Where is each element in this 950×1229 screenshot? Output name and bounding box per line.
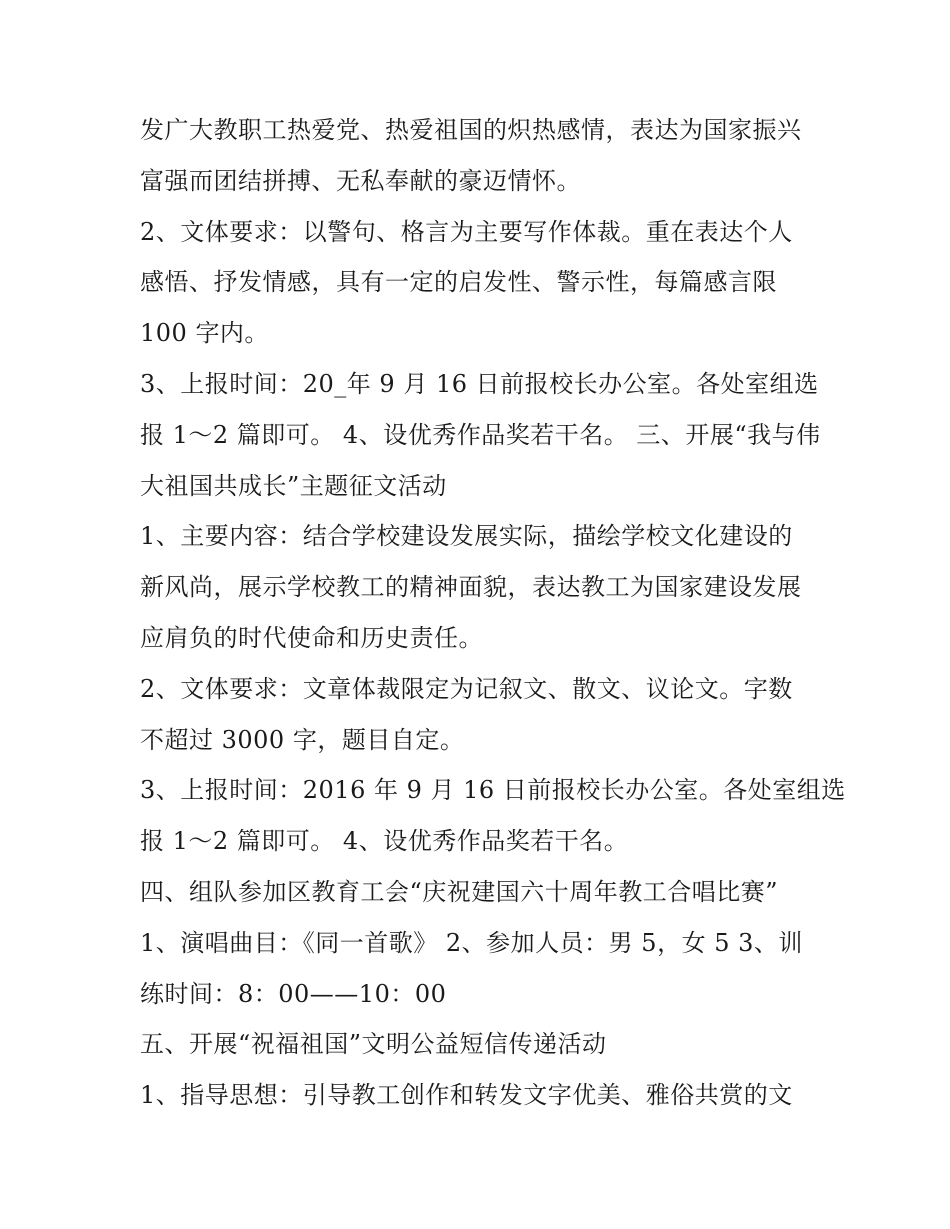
text-line: 报 1～2 篇即可。 4、设优秀作品奖若干名。 (140, 827, 629, 856)
text-line: 大祖国共成长”主题征文活动 (140, 471, 447, 500)
text-line: 3、上报时间：20_年 9 月 16 日前报校长办公室。各处室组选 (140, 369, 819, 398)
text-line: 不超过 3000 字，题目自定。 (140, 725, 465, 754)
text-line: 发广大教职工热爱党、热爱祖国的炽热感情，表达为国家振兴 (140, 116, 802, 144)
text-line: 100 字内。 (140, 319, 269, 348)
text-line: 报 1～2 篇即可。 4、设优秀作品奖若干名。 三、开展“我与伟 (140, 420, 821, 449)
document-body (140, 105, 846, 1121)
text-line: 富强而团结拼搏、无私奉献的豪迈情怀。 (140, 166, 581, 195)
text-line: 感悟、抒发情感，具有一定的启发性、警示性，每篇感言限 (140, 268, 777, 297)
text-line: 2、文体要求：以警句、格言为主要写作体裁。重在表达个人 (140, 217, 793, 246)
text-line: 应肩负的时代使命和历史责任。 (140, 623, 483, 652)
text-line: 3、上报时间：2016 年 9 月 16 日前报校长办公室。各处室组选 (140, 776, 846, 805)
text-line: 1、演唱曲目：《同一首歌》 2、参加人员：男 5，女 5 3、训 (140, 928, 803, 957)
text-line: 1、指导思想：引导教工创作和转发文字优美、雅俗共赏的文 (140, 1081, 793, 1110)
text-line: 五、开展“祝福祖国”文明公益短信传递活动 (140, 1030, 607, 1059)
text-line: 新风尚，展示学校教工的精神面貌，表达教工为国家建设发展 (140, 573, 802, 602)
text-line: 四、组队参加区教育工会“庆祝建国六十周年教工合唱比赛” (140, 877, 779, 906)
text-line: 练时间：8：00——10：00 (140, 979, 447, 1008)
text-line: 1、主要内容：结合学校建设发展实际，描绘学校文化建设的 (140, 522, 793, 551)
text-line: 2、文体要求：文章体裁限定为记叙文、散文、议论文。字数 (140, 674, 793, 703)
